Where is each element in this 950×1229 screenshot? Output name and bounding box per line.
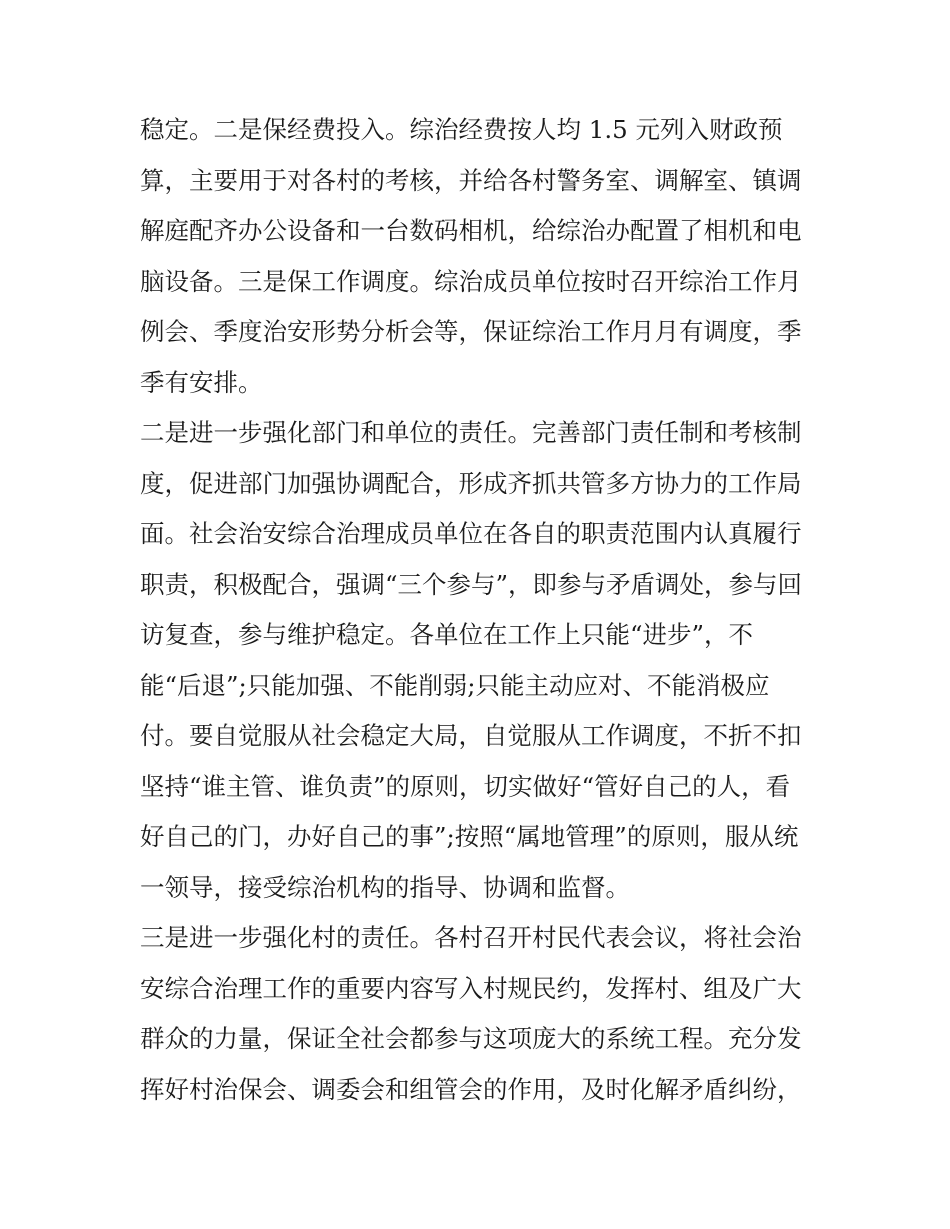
- text-line: 能“后退”;只能加强、不能削弱;只能主动应对、不能消极应: [140, 670, 770, 700]
- text-line: 访复查，参与维护稳定。各单位在工作上只能“进步”，不: [140, 620, 754, 649]
- text-line: 职责，积极配合，强调“三个参与”，即参与矛盾调处，参与回: [140, 569, 803, 599]
- text-line: 稳定。二是保经费投入。综治经费按人均 1.5 元列入财政预: [140, 115, 783, 144]
- text-line: 季有安排。: [140, 367, 263, 397]
- text-line: 解庭配齐办公设备和一台数码相机，给综治办配置了相机和电: [140, 216, 802, 245]
- text-line: 付。要自觉服从社会稳定大局，自觉服从工作调度，不折不扣: [140, 721, 802, 750]
- text-line: 面。社会治安综合治理成员单位在各自的职责范围内认真履行: [140, 519, 802, 548]
- text-line: 安综合治理工作的重要内容写入村规民约，发挥村、组及广大: [140, 973, 802, 1003]
- text-line: 挥好村治保会、调委会和组管会的作用，及时化解矛盾纠纷，: [140, 1074, 802, 1104]
- text-line: 坚持“谁主管、谁负责”的原则，切实做好“管好自己的人，看: [140, 771, 791, 801]
- document-body: [140, 111, 830, 1121]
- text-line: 度，促进部门加强协调配合，形成齐抓共管多方协力的工作局: [140, 468, 802, 498]
- text-line: 群众的力量，保证全社会都参与这项庞大的系统工程。充分发: [140, 1024, 802, 1053]
- text-line: 算，主要用于对各村的考核，并给各村警务室、调解室、镇调: [140, 165, 802, 195]
- text-line: 一领导，接受综治机构的指导、协调和监督。: [140, 872, 630, 902]
- text-line: 脑设备。三是保工作调度。综治成员单位按时召开综治工作月: [140, 266, 802, 296]
- text-line: 例会、季度治安形势分析会等，保证综治工作月月有调度，季: [140, 317, 802, 346]
- text-line: 二是进一步强化部门和单位的责任。完善部门责任制和考核制: [140, 418, 802, 447]
- text-line: 好自己的门，办好自己的事”;按照“属地管理”的原则，服从统: [140, 822, 799, 851]
- text-line: 三是进一步强化村的责任。各村召开村民代表会议，将社会治: [140, 923, 802, 952]
